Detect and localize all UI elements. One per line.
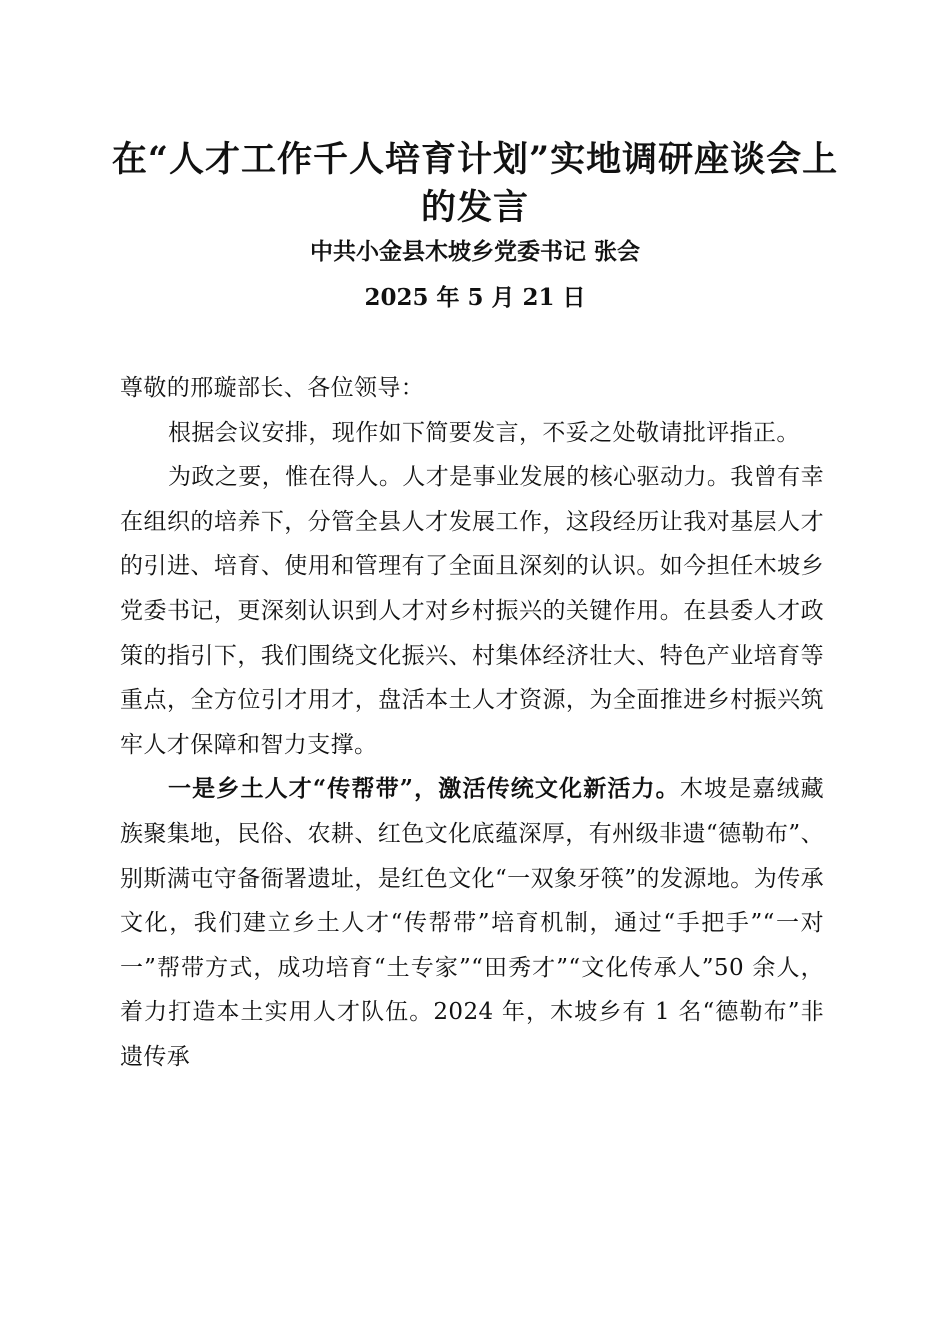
- speech-date: 2025 年 5 月 21 日: [364, 284, 586, 311]
- section-body-local-talent: 木坡是嘉绒藏族聚集地，民俗、农耕、红色文化底蕴深厚，有州级非遗“德勒布”、别斯满屯守备衙署遗址，是红色文化“一双象牙筷”的发源地。为传承文化，我们建立乡土人才“传帮带”培育机制，通过“手把手”“一对一”帮带方式，成功培育“土专家”“田秀才”“文化传承人”50 余人，着力打造本土实用人才队伍。2024 年，木坡乡有 1 名“德勒布”非遗传承: [120, 776, 824, 1070]
- paragraph-talent-importance: 为政之要，惟在得人。人才是事业发展的核心驱动力。我曾有幸在组织的培养下，分管全县人才发展工作，这段经历让我对基层人才的引进、培育、使用和管理有了全面且深刻的认识。如今担任木坡乡党委书记，更深刻认识到人才对乡村振兴的关键作用。在县委人才政策的指引下，我们围绕文化振兴、村集体经济壮大、特色产业培育等重点，全方位引才用才，盘活本土人才资源，为全面推进乡村振兴筑牢人才保障和智力支撑。: [120, 464, 824, 758]
- paragraph-opening: 根据会议安排，现作如下简要发言，不妥之处敬请批评指正。: [168, 419, 800, 446]
- document-body: [120, 366, 824, 1080]
- document-title: 在“人才工作千人培育计划”实地调研座谈会上的发言: [111, 139, 839, 228]
- section-heading-local-talent: 一是乡土人才“传帮带”，激活传统文化新活力。: [168, 775, 680, 803]
- author-byline: 中共小金县木坡乡党委书记 张会: [309, 238, 640, 265]
- salutation: 尊敬的邢璇部长、各位领导：: [120, 375, 425, 401]
- paragraph-local-talent: [120, 767, 824, 1079]
